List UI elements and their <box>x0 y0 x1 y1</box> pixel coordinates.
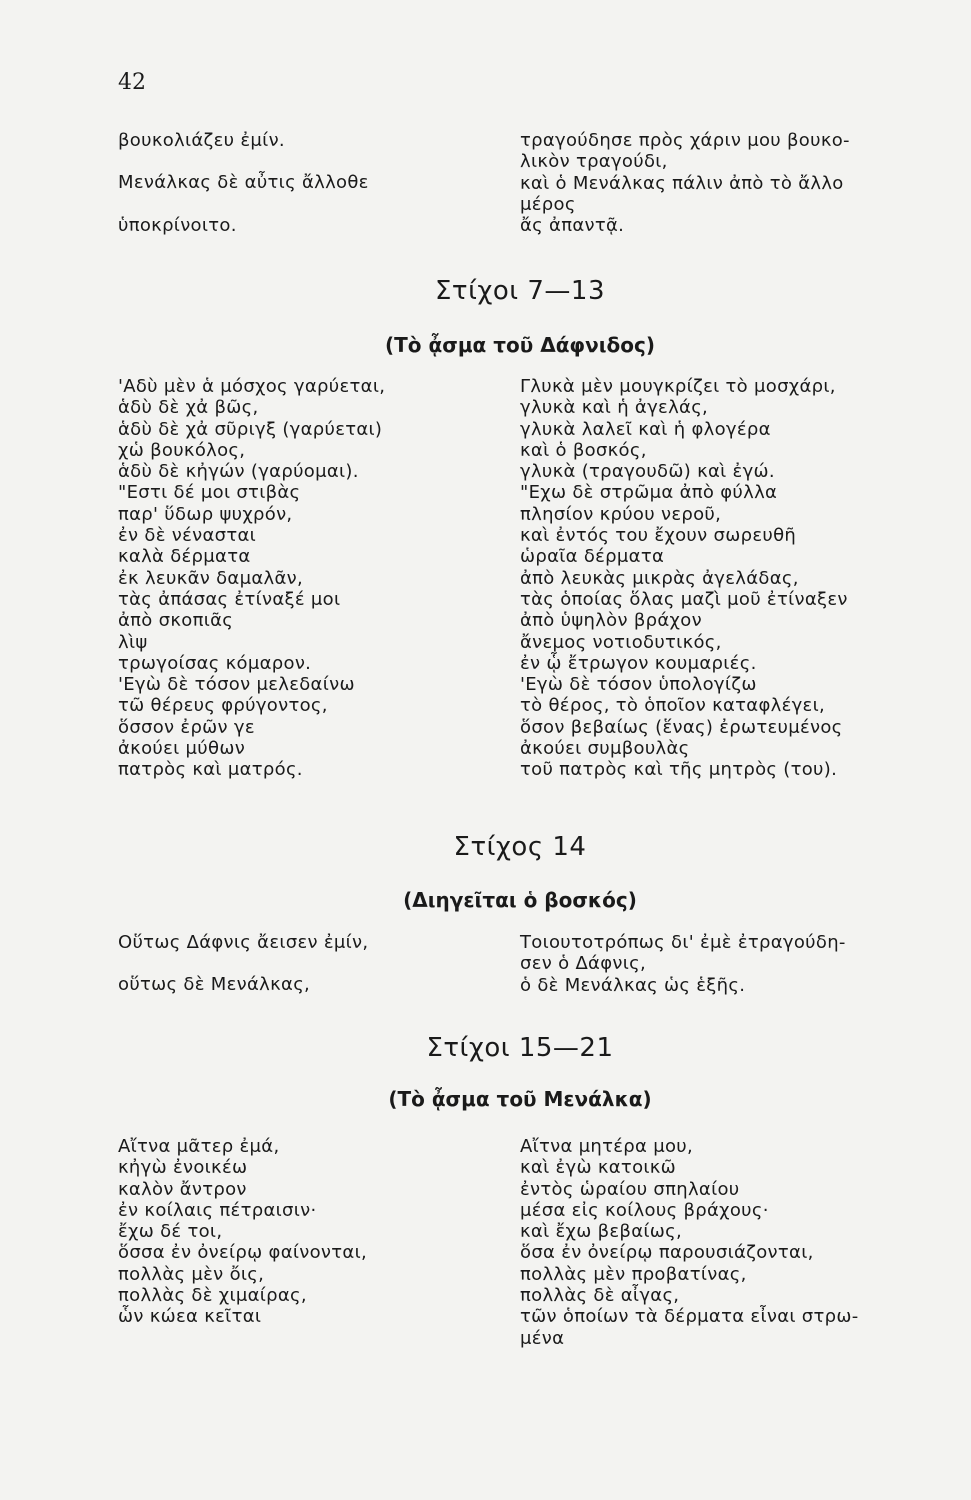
verse-line: μένα <box>520 1327 565 1349</box>
section-title: Στίχοι 7—13 <box>435 276 605 306</box>
verse-line: ἁδὺ δὲ κἠγών (γαρύομαι). <box>118 461 359 483</box>
text-line: Μενάλκας δὲ αὖτις ἄλλοθε <box>118 172 369 194</box>
verse-line: γλυκὰ (τραγουδῶ) καὶ ἐγώ. <box>520 461 775 483</box>
verse-line: γλυκὰ λαλεῖ καὶ ἡ φλογέρα <box>520 418 771 440</box>
verse-line: Τοιουτοτρόπως δι' ἐμὲ ἐτραγούδη- <box>520 932 846 953</box>
verse-line: ἐντὸς ὡραίου σπηλαίου <box>520 1178 740 1200</box>
section1-greek-column <box>118 376 385 781</box>
text-line: λικὸν τραγούδι, <box>520 151 668 173</box>
verse-line: ἄνεμος νοτιοδυτικός, <box>520 631 722 653</box>
verse-line: τοῦ πατρὸς καὶ τῆς μητρὸς (του). <box>520 759 838 781</box>
section1-translation-column <box>520 376 848 781</box>
verse-line: πολλὰς μὲν προβατίνας, <box>520 1263 747 1285</box>
verse-line: παρ' ὕδωρ ψυχρόν, <box>118 503 293 525</box>
verse-line: οὕτως δὲ Μενάλκας, <box>118 974 311 996</box>
verse-line: πατρὸς καὶ ματρός. <box>118 759 303 781</box>
verse-line: χὡ βουκόλος, <box>118 439 246 461</box>
text-line: τραγούδησε πρὸς χάριν μου βουκο- <box>520 130 850 151</box>
section2-translation-column <box>520 932 846 996</box>
verse-line: καὶ ἐγὼ κατοικῶ <box>520 1157 677 1179</box>
verse-line: Γλυκὰ μὲν μουγκρίζει τὸ μοσχάρι, <box>520 376 836 397</box>
verse-line: "Εχω δὲ στρῶμα ἀπὸ φύλλα <box>520 482 778 504</box>
verse-line: ὅσα ἐν ὀνείρῳ παρουσιάζονται, <box>520 1242 814 1264</box>
verse-line: ἔχω δέ τοι, <box>118 1221 223 1243</box>
text-line: μέρος <box>520 193 576 215</box>
verse-line: ἐκ λευκᾶν δαμαλᾶν, <box>118 567 303 589</box>
verse-line: λὶψ <box>118 631 148 653</box>
verse-line: καὶ ἐντός του ἔχουν σωρευθῆ <box>520 525 797 547</box>
text-line: βουκολιάζευ ἐμίν. <box>118 130 285 151</box>
verse-line: ἀπὸ σκοπιᾶς <box>118 610 234 632</box>
section3-translation-column <box>520 1136 859 1349</box>
section-subtitle: (Τὸ ᾆσμα τοῦ Μενάλκα) <box>388 1087 652 1111</box>
verse-line: τὰς ἀπάσας ἐτίναξέ μοι <box>118 588 341 610</box>
verse-line: ἐν δὲ νένασται <box>118 525 257 547</box>
verse-line: καὶ ἔχω βεβαίως, <box>520 1221 683 1243</box>
verse-line: πολλὰς μὲν ὄις, <box>118 1263 265 1285</box>
verse-line: πολλὰς δὲ χιμαίρας, <box>118 1285 307 1307</box>
verse-line: γλυκὰ καὶ ἡ ἀγελάς, <box>520 397 709 419</box>
verse-line: Οὕτως Δάφνις ἄεισεν ἐμίν, <box>118 932 369 953</box>
verse-line: ἁδὺ δὲ χἀ σῦριγξ (γαρύεται) <box>118 418 383 440</box>
verse-line: μέσα εἰς κοίλους βράχους· <box>520 1199 769 1221</box>
section-subtitle: (Τὸ ᾆσμα τοῦ Δάφνιδος) <box>385 333 655 357</box>
verse-line: ὁ δὲ Μενάλκας ὡς ἑξῆς. <box>520 974 746 996</box>
verse-line: ἀκούει μύθων <box>118 738 246 760</box>
section3-greek-column <box>118 1136 367 1328</box>
page-number: 42 <box>118 70 146 95</box>
verse-line: Αἴτνα μᾶτερ ἐμά, <box>118 1136 280 1157</box>
verse-line: "Εστι δέ μοι στιβὰς <box>118 482 301 504</box>
verse-line: πολλὰς δὲ αἶγας, <box>520 1285 680 1307</box>
verse-line: ἀπὸ λευκὰς μικρὰς ἀγελάδας, <box>520 567 799 589</box>
verse-line: ὅσον βεβαίως (ἕνας) ἐρωτευμένος <box>520 716 843 738</box>
intro-left-column <box>118 130 369 236</box>
verse-line: ὅσσον ἐρῶν γε <box>118 716 255 738</box>
text-line: καὶ ὁ Μενάλκας πάλιν ἀπὸ τὸ ἄλλο <box>520 172 844 194</box>
verse-line: τῶν ὁποίων τὰ δέρματα εἶναι στρω- <box>520 1306 859 1328</box>
section-subtitle: (Διηγεῖται ὁ βοσκός) <box>403 888 637 912</box>
verse-line: τῶ θέρευς φρύγοντος, <box>118 695 328 717</box>
verse-line: καλὸν ἄντρον <box>118 1178 247 1200</box>
verse-line: ὡραῖα δέρματα <box>520 546 665 568</box>
verse-line: καὶ ὁ βοσκός, <box>520 439 647 461</box>
verse-line: κἠγὼ ἐνοικέω <box>118 1157 248 1179</box>
text-line: ὑποκρίνοιτο. <box>118 214 237 236</box>
verse-line: ἀκούει συμβουλὰς <box>520 738 690 760</box>
verse-line: 'Εγὼ δὲ τόσον ὑπολογίζω <box>520 674 757 696</box>
verse-line: 'Αδὺ μὲν ἁ μόσχος γαρύεται, <box>118 376 386 397</box>
verse-line: καλὰ δέρματα <box>118 546 251 568</box>
verse-line: πλησίον κρύου νεροῦ, <box>520 503 722 525</box>
section-title: Στίχος 14 <box>453 832 587 862</box>
section-title: Στίχοι 15—21 <box>426 1033 614 1063</box>
intro-right-column <box>520 130 850 236</box>
verse-line: ἐν κοίλαις πέτραισιν· <box>118 1199 317 1221</box>
verse-line: ἁδὺ δὲ χἀ βῶς, <box>118 397 259 419</box>
verse-line: ἐν ᾧ ἔτρωγον κουμαριές. <box>520 652 757 674</box>
verse-line: ἀπὸ ὑψηλὸν βράχον <box>520 610 702 632</box>
verse-line: 'Εγὼ δὲ τόσον μελεδαίνω <box>118 674 355 696</box>
verse-line: ὧν κώεα κεῖται <box>118 1306 262 1328</box>
verse-line: Αἴτνα μητέρα μου, <box>520 1136 694 1157</box>
verse-line: σεν ὁ Δάφνις, <box>520 953 647 975</box>
section2-greek-column <box>118 932 368 996</box>
text-line: ἄς ἀπαντᾷ. <box>520 215 625 237</box>
verse-line: ὅσσα ἐν ὀνείρῳ φαίνονται, <box>118 1242 367 1264</box>
verse-line: τρωγοίσας κόμαρον. <box>118 652 312 674</box>
verse-line: τὸ θέρος, τὸ ὁποῖον καταφλέγει, <box>520 695 825 717</box>
verse-line: τὰς ὁποίας ὅλας μαζὶ μοῦ ἐτίναξεν <box>520 588 848 610</box>
